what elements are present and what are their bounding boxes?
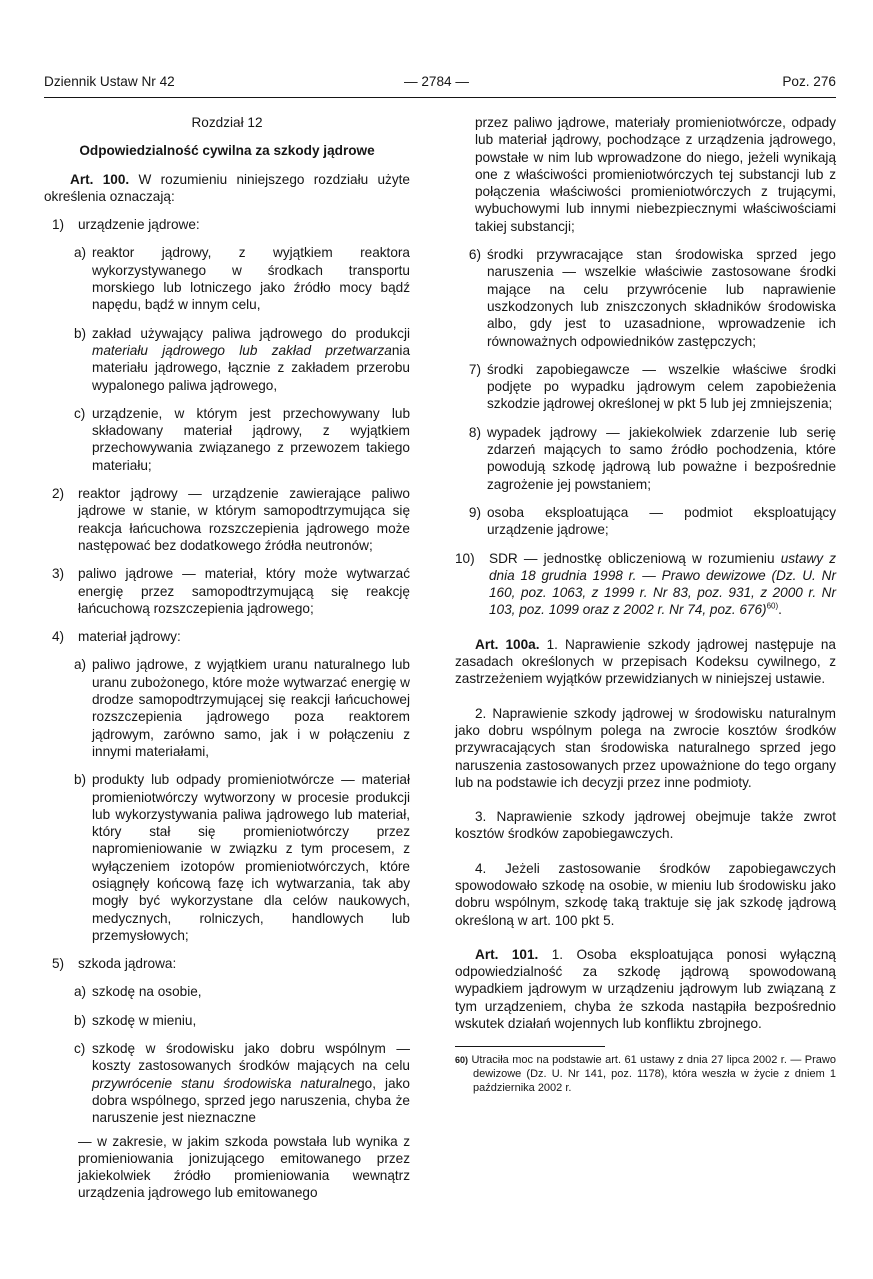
list-item: 3) paliwo jądrowe — materiał, który może wytwarzać energię przez samopodtrzymującą się reakcję łańcuchową rozszczepienia jądrowego; [52,566,410,616]
list-item: c) urządzenie, w którym jest przechowywany lub składowany materiał jądrowy, z wyjątkiem przechowywania związanego z przewozem takiego materiału; [74,405,410,473]
left-column [44,114,410,1202]
header-rule [44,97,836,98]
list-item: 7) środki zapobiegawcze — wszelkie właściwe środki podjęte po wypadku jądrowym celem zapobieżenia szkodzie jądrowej określonej w pkt 5 lub jej zmniejszenia; [468,361,836,412]
list-item: b) szkodę w mieniu, [74,1012,197,1028]
art-100a-label: Art. 100a. [475,636,540,652]
list-item: 4) materiał jądrowy: [52,629,181,645]
chapter-number: Rozdział 12 [191,115,263,130]
list-item: 1) urządzenie jądrowe: [52,217,200,233]
list-item: a) paliwo jądrowe, z wyjątkiem uranu naturalnego lub uranu zubożonego, które może wytwarzać energię w drodze samopodtrzymującej się reakcji łańcuchowej rozszczepienia jądrowego poza reaktorem jądrowym, zarówno samo, jak i w połączeniu z innymi materiałami, [74,657,410,759]
art-100-label: Art. 100. [70,171,130,187]
item-5-continuation: przez paliwo jądrowe, materiały promieniotwórcze, odpady lub materiał jądrowy, pochodzące z urządzenia jądrowego, powstałe w nim lub wprowadzone do niego, jeżeli wynikają one z właściwości promieniotwórczych tej substancji lub z połączenia właściwości promieniotwórczych z trującymi, wybuchowymi lub innymi niebezpiecznymi właściwościami takiej substancji; [475,115,836,234]
list-item: b) zakład używający paliwa jądrowego do produkcji materiału jądrowego lub zakład przetwarzania materiału jądrowego, łącznie z zakładem przerobu wypalonego paliwa jądrowego, [74,325,410,393]
list-item: 6) środki przywracające stan środowiska sprzed jego naruszenia — wszelkie właściwie zastosowane środki mające na celu przywrócenie lub naprawienie uszkodzonych lub zniszczonych składników środowiska albo, gdy jest to uzasadnione, wprowadzenie ich równoważnych odpowiedników zastępczych; [468,247,836,349]
art-100a-paragraph-2: 2. Naprawienie szkody jądrowej w środowisku naturalnym jako dobru wspólnym polega na zwrocie kosztów środków przywracających stan środowiska naturalnego sprzed jego naruszenia zastosowanych przez upoważnione do tego organy lub na podstawie ich decyzji przez inne podmioty. [455,705,836,790]
header-position: Poz. 276 [782,74,836,89]
art-101-paragraph-1: Art. 101. 1. Osoba eksploatująca ponosi wyłączną odpowiedzialność za szkodę jądrową spowodowaną wypadkiem jądrowym w urządzeniu jądrowym lub związaną z tym urządzeniem, chyba że szkoda nastąpiła bezpośrednio wskutek działań wojennych lub konfliktu zbrojnego. [455,946,836,1032]
list-item: 5) szkoda jądrowa: [52,956,177,972]
list-item: a) szkodę na osobie, [74,984,202,1000]
item-5-tail: — w zakresie, w jakim szkoda powstała lub wynika z promieniowania jonizującego emitowanego przez jakiekolwiek źródło promieniowania wewnątrz urządzenia jądrowego lub emitowanego [78,1133,410,1201]
list-item: a) reaktor jądrowy, z wyjątkiem reaktora wykorzystywanego w środkach transportu morskiego lub lotniczego jako źródło mocy bądź napędu, bądź w innym celu, [74,245,410,313]
art-101-label: Art. 101. [475,946,539,962]
footnote-marker: 60) [455,1055,469,1066]
list-item: c) szkodę w środowisku jako dobru wspólnym — koszty zastosowanych środków mających na celu przywrócenie stanu środowiska naturalnego, jako dobra wspólnego, sprzed jego naruszenia, chyba że naruszenie jest nieznaczne [74,1041,410,1126]
header-page-number: — 2784 — [404,74,469,89]
art-100a-paragraph-4: 4. Jeżeli zastosowanie środków zapobiegawczych spowodowało szkodę na osobie, w mieniu lub środowisku jako dobru wspólnym, szkodę taką traktuje się jak szkodę jądrową określoną w art. 100 pkt 5. [455,860,836,928]
art-100a-paragraph-3: 3. Naprawienie szkody jądrowej obejmuje także zwrot kosztów środków zapobiegawczych. [455,809,836,842]
right-column [455,114,836,1095]
list-item: b) produkty lub odpady promieniotwórcze — materiał promieniotwórczy wytworzony w procesie produkcji lub wykorzystywania paliwa jądrowego lub materiał, który stał się promieniotwórczy przez napromieniowanie w związku z tym procesem, z wyłączeniem izotopów promieniotwórczych, które osiągnęły końcową fazę ich wytwarzania, tak aby mogły być wykorzystane dla celów naukowych, medycznych, rolniczych, handlowych lub przemysłowych; [74,772,410,943]
list-item: 10) SDR — jednostkę obliczeniową w rozumieniu ustawy z dnia 18 grudnia 1998 r. — Prawo dewizowe (Dz. U. Nr 160, poz. 1063, z 1999 r. Nr 83, poz. 931, z 2000 r. Nr 103, poz. 1099 oraz z 2002 r. Nr 74, poz. 676)$^{60)}$. [455,550,836,618]
list-item: 8) wypadek jądrowy — jakiekolwiek zdarzenie lub serię zdarzeń mających to samo źródło pochodzenia, które powodują szkodę jądrową lub poważne i bezpośrednie zagrożenie jej powstaniem; [468,424,836,492]
art-100-intro: Art. 100. W rozumieniu niniejszego rozdziału użyte określenia oznaczają: [44,171,410,204]
list-item: 9) osoba eksploatująca — podmiot eksploatujący urządzenie jądrowe; [468,504,836,538]
chapter-title: Odpowiedzialność cywilna za szkody jądrowe [79,143,375,159]
footnote: 60) Utraciła moc na podstawie art. 61 ustawy z dnia 27 lipca 2002 r. — Prawo dewizowe (Dz. U. Nr 141, poz. 1178), która weszła w życie z dniem 1 października 2002 r. [455,1054,836,1095]
art-100a-paragraph-1: Art. 100a. 1. Naprawienie szkody jądrowej następuje na zasadach określonych w przepisach Kodeksu cywilnego, z zastrzeżeniem wyjątków przewidzianych w niniejszej ustawie. [455,636,836,687]
list-item: 2) reaktor jądrowy — urządzenie zawierające paliwo jądrowe w stanie, w którym samopodtrzymująca się reakcja łańcuchowa rozszczepienia jądrowego może następować bez dodatkowego źródła neutronów; [52,486,410,553]
header-journal: Dziennik Ustaw Nr 42 [44,74,175,89]
footnote-rule [455,1046,605,1047]
footnote-reference: 60) [766,601,779,611]
